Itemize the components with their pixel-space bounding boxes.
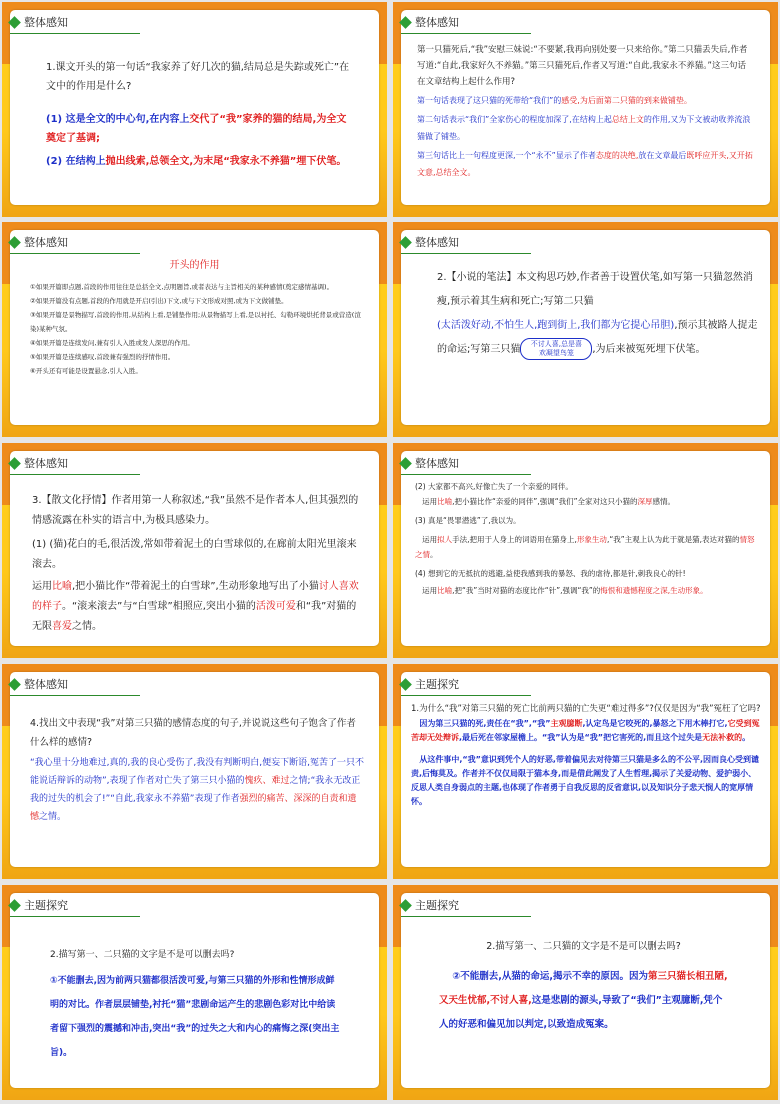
question: 2.描写第一、二只猫的文字是不是可以删去吗?	[486, 941, 681, 952]
quote-3: (3) 真是“畏罪潜逃”了,我以为。	[415, 516, 521, 525]
slide-title: 整体感知	[10, 454, 140, 475]
slide-title: 整体感知	[10, 675, 140, 696]
diamond-icon	[399, 899, 412, 912]
slide-title: 整体感知	[10, 13, 140, 34]
answer-2: 第二句话表示“我们”全家伤心的程度加深了,在结构上起总结上文的作用,又为下文被动收养流浪猫做了铺垫。	[417, 115, 751, 141]
question: 1.为什么“我”对第三只猫的死亡比前两只猫的亡失更“难过得多”?仅仅是因为“我”冤枉了它吗?	[411, 704, 761, 714]
answer-1: 第一句话表现了这只猫的死带给“我们”的感受,为后面第二只猫的到来做铺垫。	[417, 96, 692, 105]
list-item: ①如果开篇即点题,首段的作用往往是总括全文,点明题旨,或者表达与主旨相关的某种感情(奠定感情基调)。	[30, 283, 334, 291]
slide-10	[393, 885, 778, 1100]
slide-title: 主题探究	[401, 896, 531, 917]
slide-1	[2, 2, 387, 217]
answer: ②不能删去,从猫的命运,揭示不幸的原因。因为第三只猫长相丑陋,又天生忧郁,不讨人喜,这是悲剧的源头,导致了“我们”主观臆断,凭个人的好恶和偏见加以判定,以致造成冤案。	[439, 971, 728, 1030]
paragraph: 2.【小说的笔法】本文构思巧妙,作者善于设置伏笔,如写第一只猫忽然消瘦,预示着其生病和死亡;写第二只猫 (太活泼好动,不怕生人,跑到街上,我们都为它提心吊胆),预示其被路人捉走的命运;写第三只猫 不讨人喜,总是喜欢凝望鸟笼 ,为后来被冤死埋下伏笔。	[437, 266, 758, 362]
answer-2: 从这件事中,“我”意识到凭个人的好恶,带着偏见去对待第三只猫是多么的不公平,因而良心受到谴责,后悔莫及。作者并不仅仅局限于猫本身,而是借此阐发了人生哲理,揭示了关爱动物、爱护弱小、反思人类自身弱点的主题,也体现了作者勇于自我反思的反省意识,以及知识分子悲天悯人的宽厚情怀。	[411, 755, 759, 806]
answer: ①不能删去,因为前两只猫都很活泼可爱,与第三只猫的外形和性情形成鲜明的对比。作者层层铺垫,衬托“猫”悲剧命运产生的悲剧色彩对比中给读者留下强烈的震撼和冲击,突出“我”的过失之大和内心的痛悔之深(突出主旨)。	[50, 976, 340, 1058]
answer-2: (2) 在结构上抛出线索,总领全文,为末尾“我家永不养猫”埋下伏笔。	[46, 156, 347, 167]
quote: (1) (猫)花白的毛,很活泼,常如带着泥土的白雪球似的,在廊前太阳光里滚来滚去。	[32, 539, 357, 570]
diamond-icon	[399, 16, 412, 29]
slide-title: 整体感知	[401, 454, 531, 475]
slide-5	[2, 443, 387, 658]
slide-title: 主题探究	[10, 896, 140, 917]
quote-2: (2) 大家都不高兴,好像亡失了一个亲爱的同伴。	[415, 482, 573, 491]
slide-title: 整体感知	[10, 233, 140, 254]
list-item: ④如果开篇是连续发问,兼有引人入胜或发人深思的作用。	[30, 339, 194, 347]
analysis-4: 运用比喻,把“我”当时对猫的态度比作“针”,强调“我”的悔恨和遗憾程度之深,生动形象。	[422, 586, 708, 595]
list-item: ⑤如果开篇是连续感叹,首段兼有强烈的抒情作用。	[30, 353, 175, 361]
answer-1: 因为第三只猫的死,责任在“我”,“我”主观臆断,认定鸟是它咬死的,暴怒之下用木棒打它,它受到冤苦却无处辩诉,最后死在邻家屋檐上。“我”认为是“我”把它害死的,而且这个过失是无法补救的。	[411, 719, 760, 742]
list-item: ③如果开篇是景物描写,首段的作用,从结构上看,是铺垫作用;从景物描写上看,是以衬托、勾勒环境烘托背景或营造(渲染)某种气氛。	[30, 311, 361, 333]
slide-7	[2, 664, 387, 879]
question: 1.课文开头的第一句话“我家养了好几次的猫,结局总是失踪或死亡”在文中的作用是什么?	[46, 62, 350, 92]
slide-title: 整体感知	[401, 13, 531, 34]
list-item: ②如果开篇没有点题,首段的作用就是开启(引出)下文,或与下文形成对照,或为下文做铺垫。	[30, 297, 288, 305]
slide-title: 整体感知	[401, 233, 531, 254]
slide-3	[2, 222, 387, 437]
diamond-icon	[8, 236, 21, 249]
quote-4: (4) 想到它的无抵抗的逃避,益使我感到我的暴怒、我的虐待,都是针,刺我良心的针!	[415, 569, 686, 578]
slide-title: 主题探究	[401, 675, 531, 696]
heading: 开头的作用	[169, 260, 220, 271]
diamond-icon	[399, 236, 412, 249]
diamond-icon	[8, 457, 21, 470]
analysis: 运用比喻,把小猫比作“带着泥土的白雪球”,生动形象地写出了小猫讨人喜欢的样子。“滚来滚去”与“白雪球”相照应,突出小猫的活泼可爱和“我”对猫的无限喜爱之情。	[32, 581, 359, 632]
answer: “我心里十分地难过,真的,我的良心受伤了,我没有判断明白,便妄下断语,冤苦了一只不能说话辩诉的动物”,表现了作者对亡失了第三只小猫的愧疚、难过之情;“我永无改正我的过失的机会了!”“自此,我家永不养猫”表现了作者强烈的痛苦、深深的自责和遗憾之情。	[30, 758, 364, 822]
paragraph-1: 3.【散文化抒情】作者用第一人称叙述,“我”虽然不是作者本人,但其强烈的情感流露在朴实的语言中,为极具感染力。	[32, 495, 359, 526]
slide-9	[2, 885, 387, 1100]
diamond-icon	[8, 899, 21, 912]
slide-2	[393, 2, 778, 217]
slide-8	[393, 664, 778, 879]
diamond-icon	[399, 678, 412, 691]
analysis-3: 运用拟人手法,把用于人身上的词语用在猫身上,形象生动,“我”主观上认为此于就是猫,表达对猫的情怒之情。	[415, 535, 755, 559]
diamond-icon	[8, 16, 21, 29]
question: 2.描写第一、二只猫的文字是不是可以删去吗?	[50, 950, 235, 960]
answer-1: (1) 这是全文的中心句,在内容上交代了“我”家养的猫的结局,为全文奠定了基调;	[46, 114, 347, 144]
question: 4.找出文中表现“我”对第三只猫的感情态度的句子,并说说这些句子饱含了作者什么样的感情?	[30, 718, 356, 748]
answer-3: 第三句话比上一句程度更深,一个“永不”显示了作者态度的决绝,放在文章最后既呼应开头,又开拓文意,总结全文。	[417, 151, 753, 177]
slide-4	[393, 222, 778, 437]
question: 第一只猫死后,“我”安慰三妹说:“不要紧,我再向别处要一只来给你。”第二只猫丢失后,作者写道:“自此,我家好久不养猫。”第三只猫死后,作者又写道:“自此,我家永不养猫。”这三句话在文章结构上起什么作用?	[417, 45, 748, 87]
answer-pill: 不讨人喜,总是喜欢凝望鸟笼	[520, 338, 592, 360]
slide-6	[393, 443, 778, 658]
analysis-2: 运用比喻,把小猫比作“亲爱的同伴”,强调“我们”全家对这只小猫的深厚感情。	[422, 497, 675, 506]
diamond-icon	[399, 457, 412, 470]
diamond-icon	[8, 678, 21, 691]
item-list	[30, 280, 363, 378]
list-item: ⑥开头还有可能是设置悬念,引人入胜。	[30, 367, 142, 375]
